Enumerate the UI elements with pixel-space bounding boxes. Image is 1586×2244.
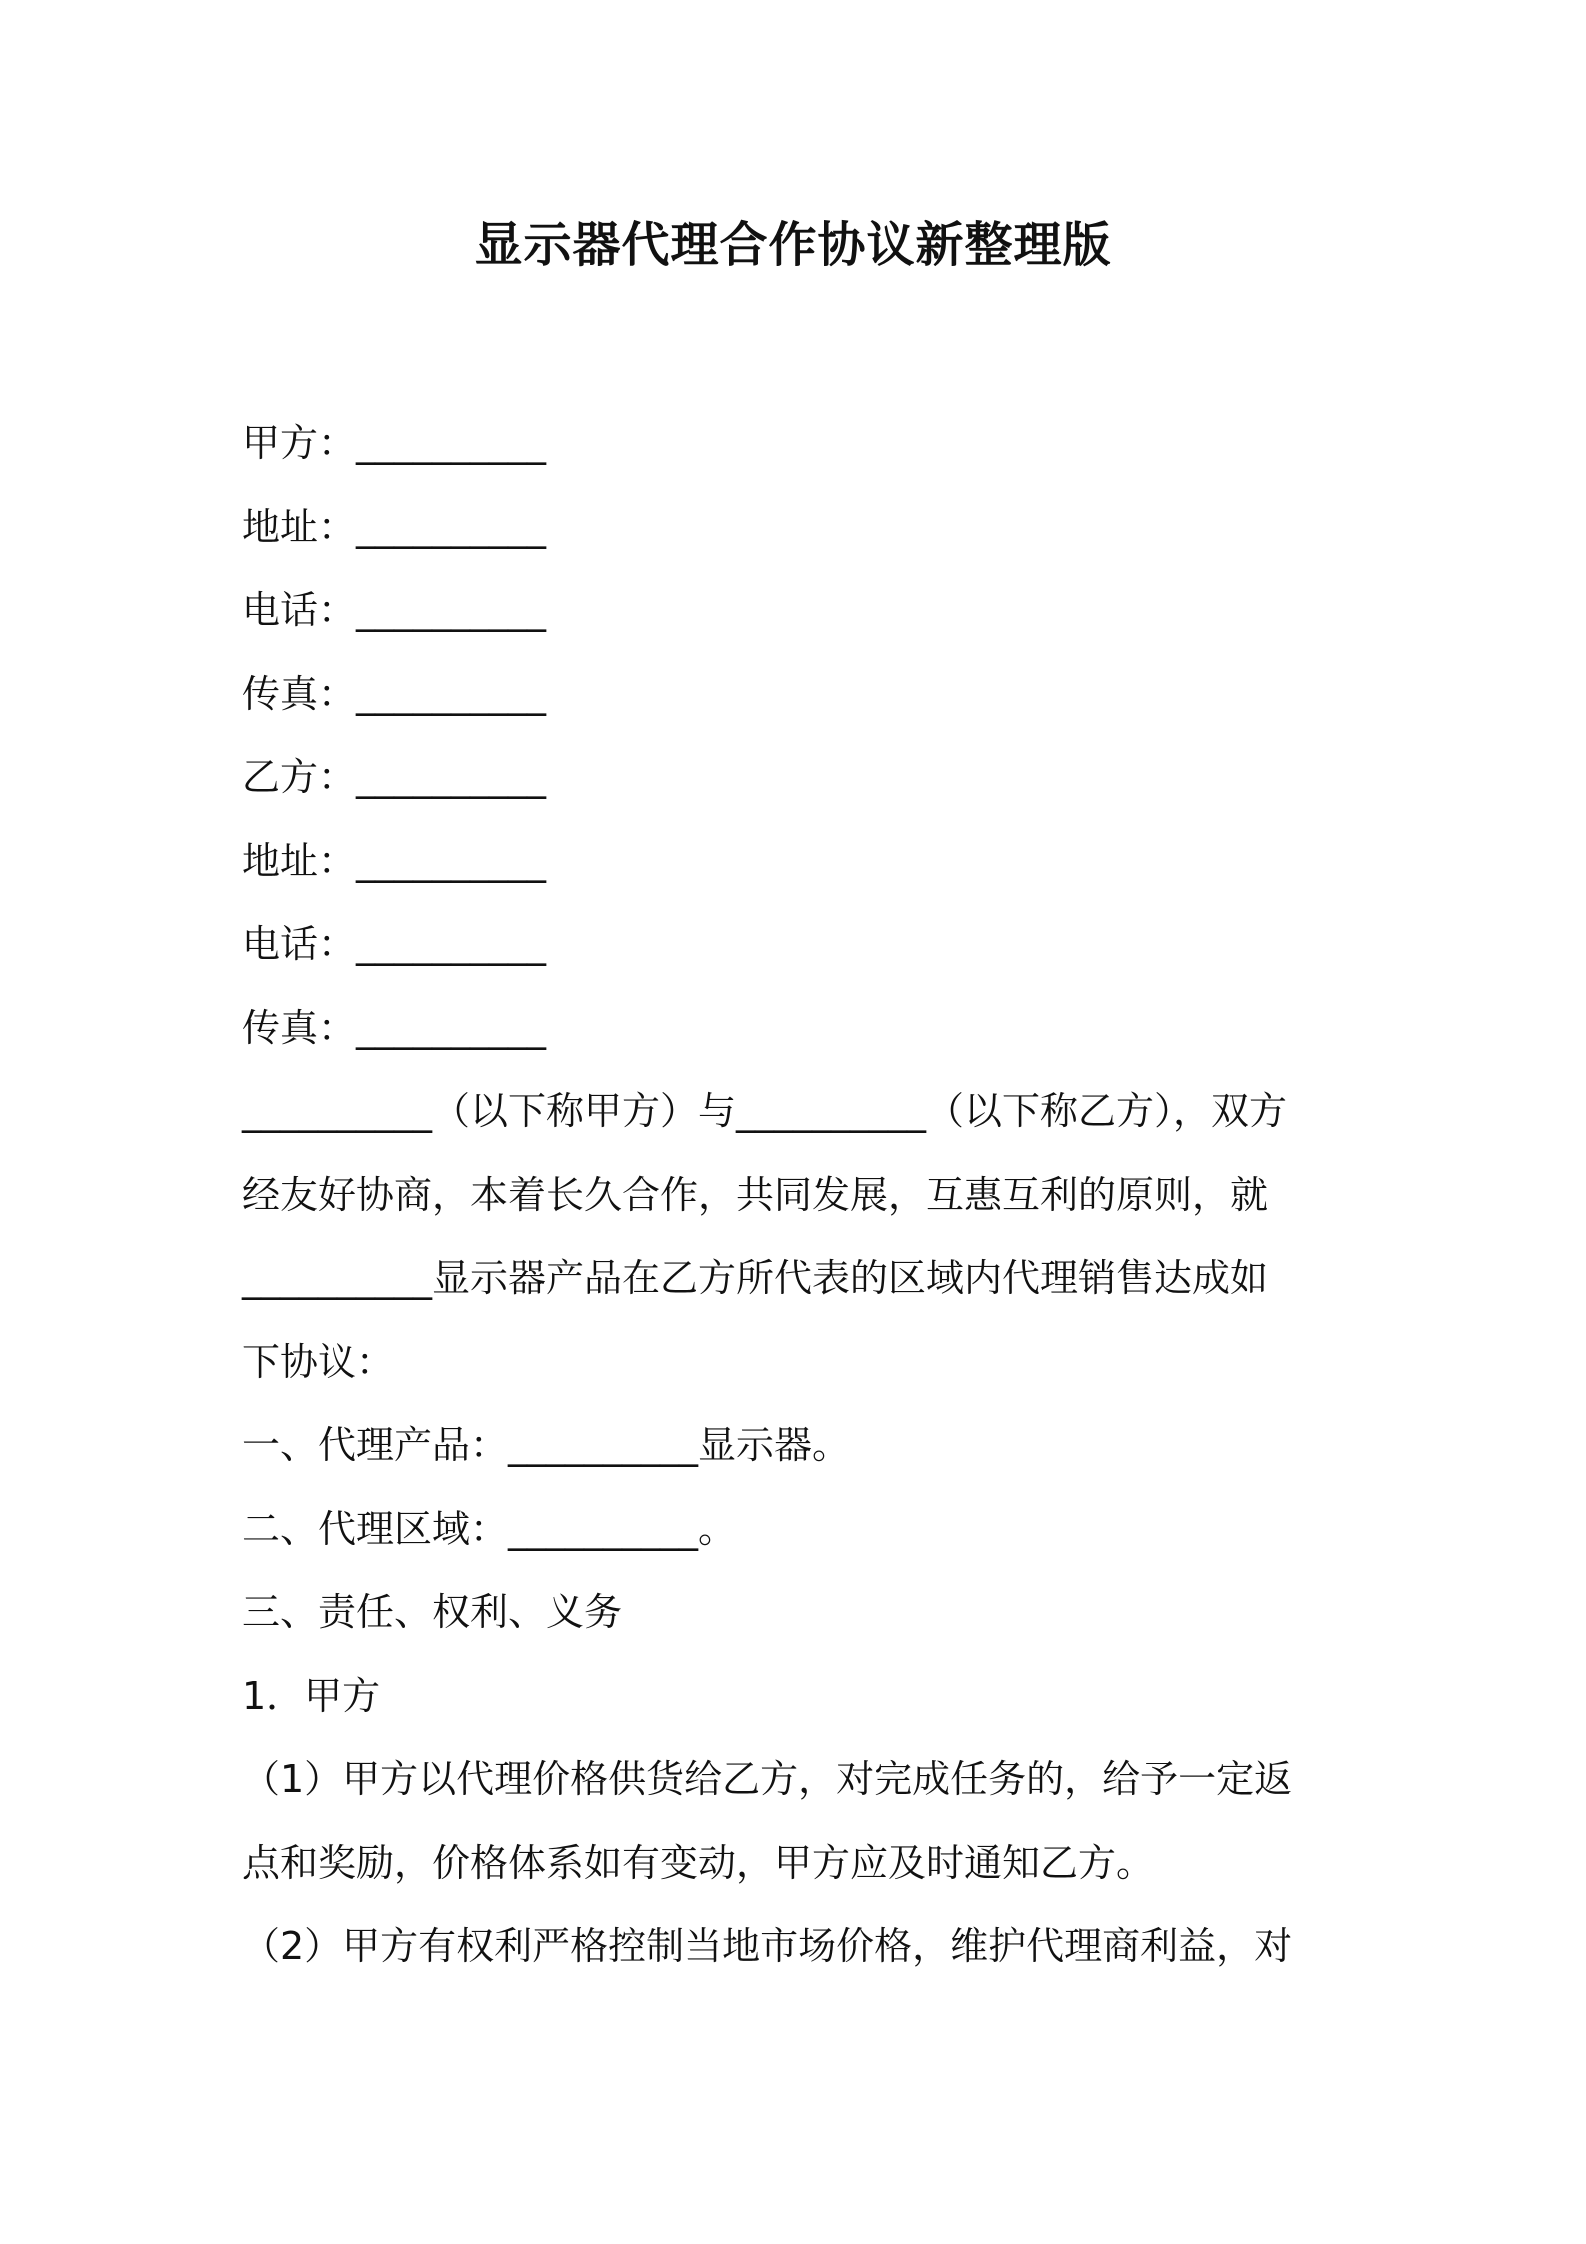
- document-body: [242, 402, 1352, 1989]
- intro-line-3: __________显示器产品在乙方所代表的区域内代理销售达成如: [242, 1256, 1269, 1300]
- field-phone-b: 电话：__________: [242, 922, 547, 966]
- field-phone-a: 电话：__________: [242, 588, 547, 632]
- field-fax-b: 传真：__________: [242, 1005, 547, 1050]
- subsection-party-a: 1．甲方: [242, 1673, 381, 1718]
- field-address-b: 地址：__________: [242, 838, 547, 883]
- field-address-a: 地址：__________: [242, 504, 547, 549]
- clause-line-3: （2）甲方有权利严格控制当地市场价格，维护代理商利益，对: [242, 1924, 1293, 1968]
- field-party-a: 甲方：__________: [242, 421, 547, 465]
- clause-line-2: 点和奖励，价格体系如有变动，甲方应及时通知乙方。: [242, 1840, 1155, 1885]
- section-region: 二、代理区域：__________。: [242, 1506, 737, 1551]
- intro-line-1: __________（以下称甲方）与__________（以下称乙方），双方: [242, 1089, 1288, 1133]
- intro-line-2: 经友好协商，本着长久合作，共同发展，互惠互利的原则，就: [242, 1172, 1269, 1217]
- intro-line-4: 下协议：: [242, 1339, 395, 1384]
- section-responsibilities: 三、责任、权利、义务: [242, 1590, 623, 1634]
- section-product: 一、代理产品：__________显示器。: [242, 1423, 851, 1467]
- document-title: 显示器代理合作协议新整理版: [474, 217, 1112, 273]
- clause-line-1: （1）甲方以代理价格供货给乙方，对完成任务的，给予一定返: [242, 1757, 1293, 1801]
- field-party-b: 乙方：__________: [242, 755, 547, 799]
- field-fax-a: 传真：__________: [242, 671, 547, 716]
